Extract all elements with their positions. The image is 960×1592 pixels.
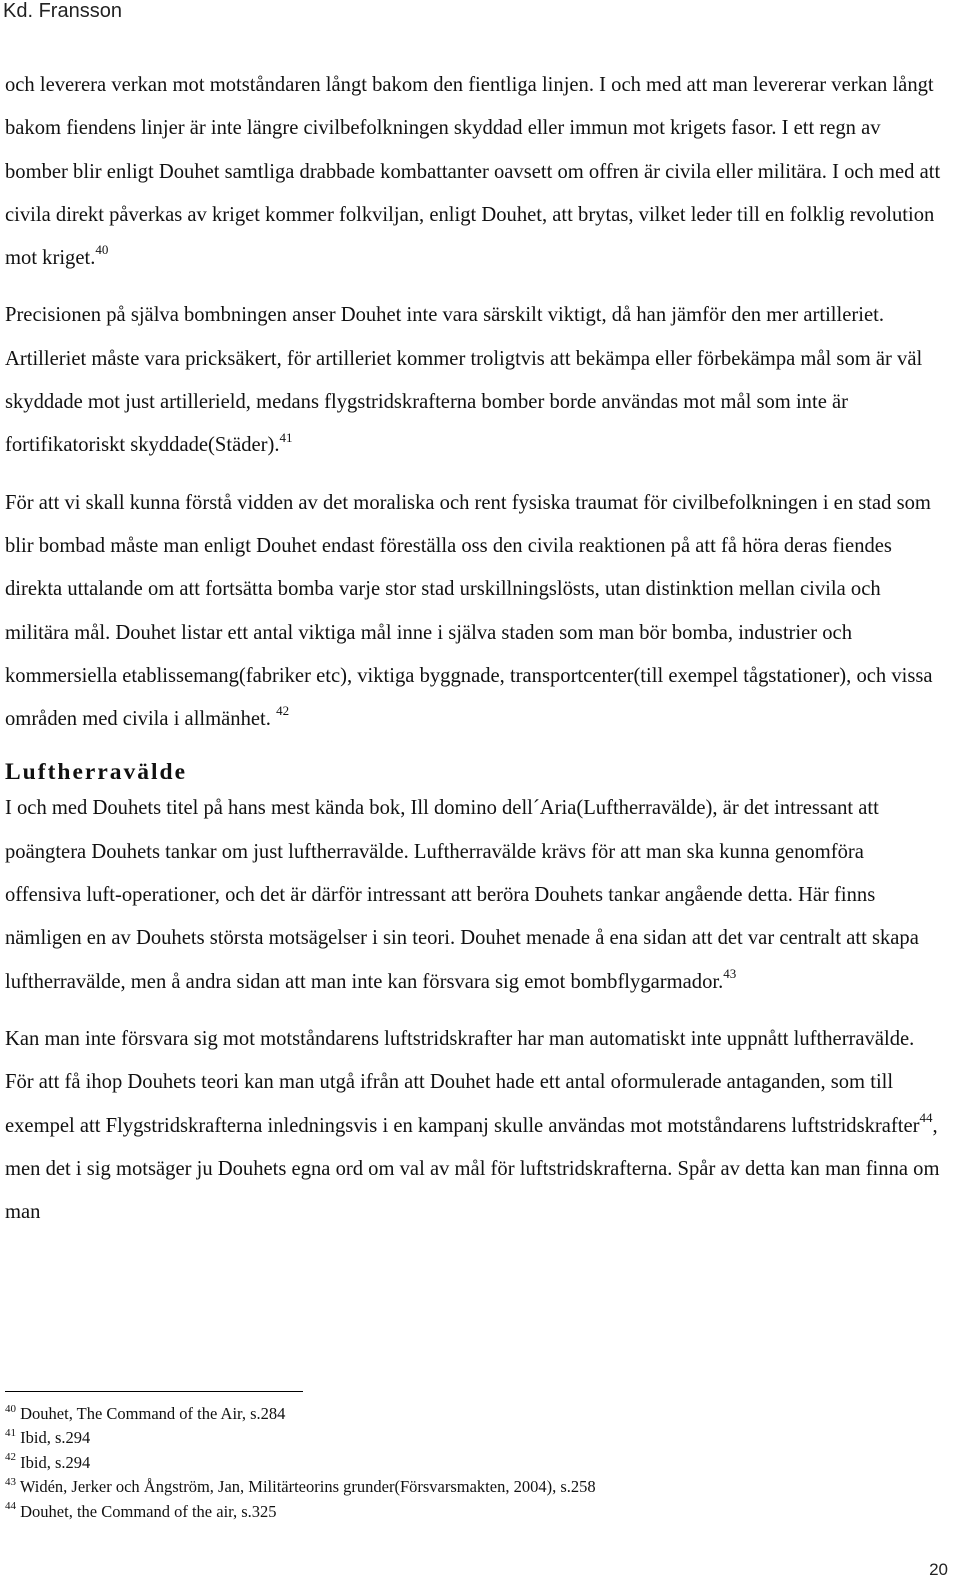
footnote-number: 42 — [5, 1451, 16, 1464]
paragraph-text: och leverera verkan mot motståndaren långt bakom den fientliga linjen. I och med att man levererar verkan långt bakom fiendens linjer är inte längre civilbefolkningen skyddad eller immun mot krigets fasor. I ett regn av bomber blir enligt Douhet samtliga drabbade kombattanter oavsett om offren är civila eller militära. I och med att civila direkt påverkas av kriget kommer folkviljan, enligt Douhet, att brytas, vilket leder till en folklig revolution mot kriget. — [5, 74, 941, 270]
paragraph — [5, 294, 943, 467]
footnote — [5, 1500, 905, 1524]
paragraph-text: För att vi skall kunna förstå vidden av det moraliska och rent fysiska traumat för civilbefolkningen i en stad som blir bombad måste man enligt Douhet endast föreställa oss den civila reaktionen på att få höra deras fiendes direkta uttalande om att fortsätta bomba varje stor stad urskillningslösts, utan distinktion mellan civila och militära mål. Douhet listar ett antal viktiga mål inne i själva staden som man bör bomba, industrier och kommersiella etablissemang(fabriker etc), viktiga byggnade, transportcenter(till exempel tågstationer), och vissa områden med civila i allmänhet. — [5, 491, 933, 731]
paragraph-text: Kan man inte försvara sig mot motståndarens luftstridskrafter har man automatiskt inte uppnått luftherravälde. För att få ihop Douhets teori kan man utgå ifrån att Douhet hade ett antal oformulerade antaganden, som till exempel att Flygstridskrafterna inledningsvis i en kampanj skulle användas mot motståndarens luftstridskrafter — [5, 1027, 920, 1137]
footnote-number: 43 — [5, 1475, 16, 1488]
footnote — [5, 1475, 905, 1499]
paragraph — [5, 1018, 943, 1234]
footnote-ref[interactable]: 44 — [919, 1109, 933, 1125]
running-header: Kd. Fransson — [3, 0, 122, 22]
footnote-text: Douhet, The Command of the Air, s.284 — [20, 1404, 286, 1423]
page-number: 20 — [929, 1560, 948, 1579]
footnote — [5, 1451, 905, 1475]
paragraph — [5, 482, 943, 742]
footnote-ref[interactable]: 40 — [95, 242, 109, 258]
paragraph-text: I och med Douhets titel på hans mest kända bok, Ill domino dell´Aria(Luftherravälde), är det intressant att poängtera Douhets tankar om just luftherravälde. Luftherravälde krävs för att man ska kunna genomföra offensiva luft-operationer, och det är därför intressant att beröra Douhets tankar angående detta. Här finns nämligen en av Douhets största motsägelser i sin teori. Douhet menade å ena sidan att det var centralt att skapa luftherravälde, men å andra sidan att man inte kan försvara sig emot bombflygarmador. — [5, 797, 919, 993]
paragraph — [5, 64, 943, 280]
document-body — [5, 64, 943, 1234]
paragraph-text: Precisionen på själva bombningen anser Douhet inte vara särskilt viktigt, då han jämför den mer artilleriet. Artilleriet måste vara pricksäkert, för artilleriet kommer troligtvis att bekämpa eller förbekämpa mål som är väl skyddade mot just artillerield, medans flygstridskrafterna bomber borde användas mot mål som inte är fortifikatoriskt skyddade(Städer). — [5, 304, 923, 457]
section-heading: Luftherravälde — [5, 759, 188, 786]
footnote — [5, 1426, 905, 1450]
footnote-number: 40 — [5, 1402, 16, 1415]
footnote-text: Ibid, s.294 — [20, 1452, 91, 1472]
footnotes — [5, 1402, 905, 1524]
paragraph — [5, 787, 943, 1003]
footnote-text: Ibid, s.294 — [20, 1428, 91, 1448]
paragraph-text: , men det i sig motsäger ju Douhets egna ord om val av mål för luftstridskrafterna. Spår av detta kan man finna om man — [5, 1114, 940, 1224]
footnote — [5, 1402, 905, 1426]
footnote-ref[interactable]: 42 — [276, 703, 290, 719]
footnote-text: Douhet, the Command of the air, s.325 — [20, 1501, 277, 1521]
footnote-text: Widén, Jerker och Ångström, Jan, Militärteorins grunder(Försvarsmakten, 2004), s.258 — [19, 1477, 596, 1497]
footnote-number: 44 — [5, 1500, 16, 1513]
footnote-ref[interactable]: 43 — [723, 965, 737, 981]
footnote-divider — [5, 1391, 303, 1392]
footnote-ref[interactable]: 41 — [279, 429, 293, 445]
footnote-number: 41 — [5, 1426, 16, 1439]
